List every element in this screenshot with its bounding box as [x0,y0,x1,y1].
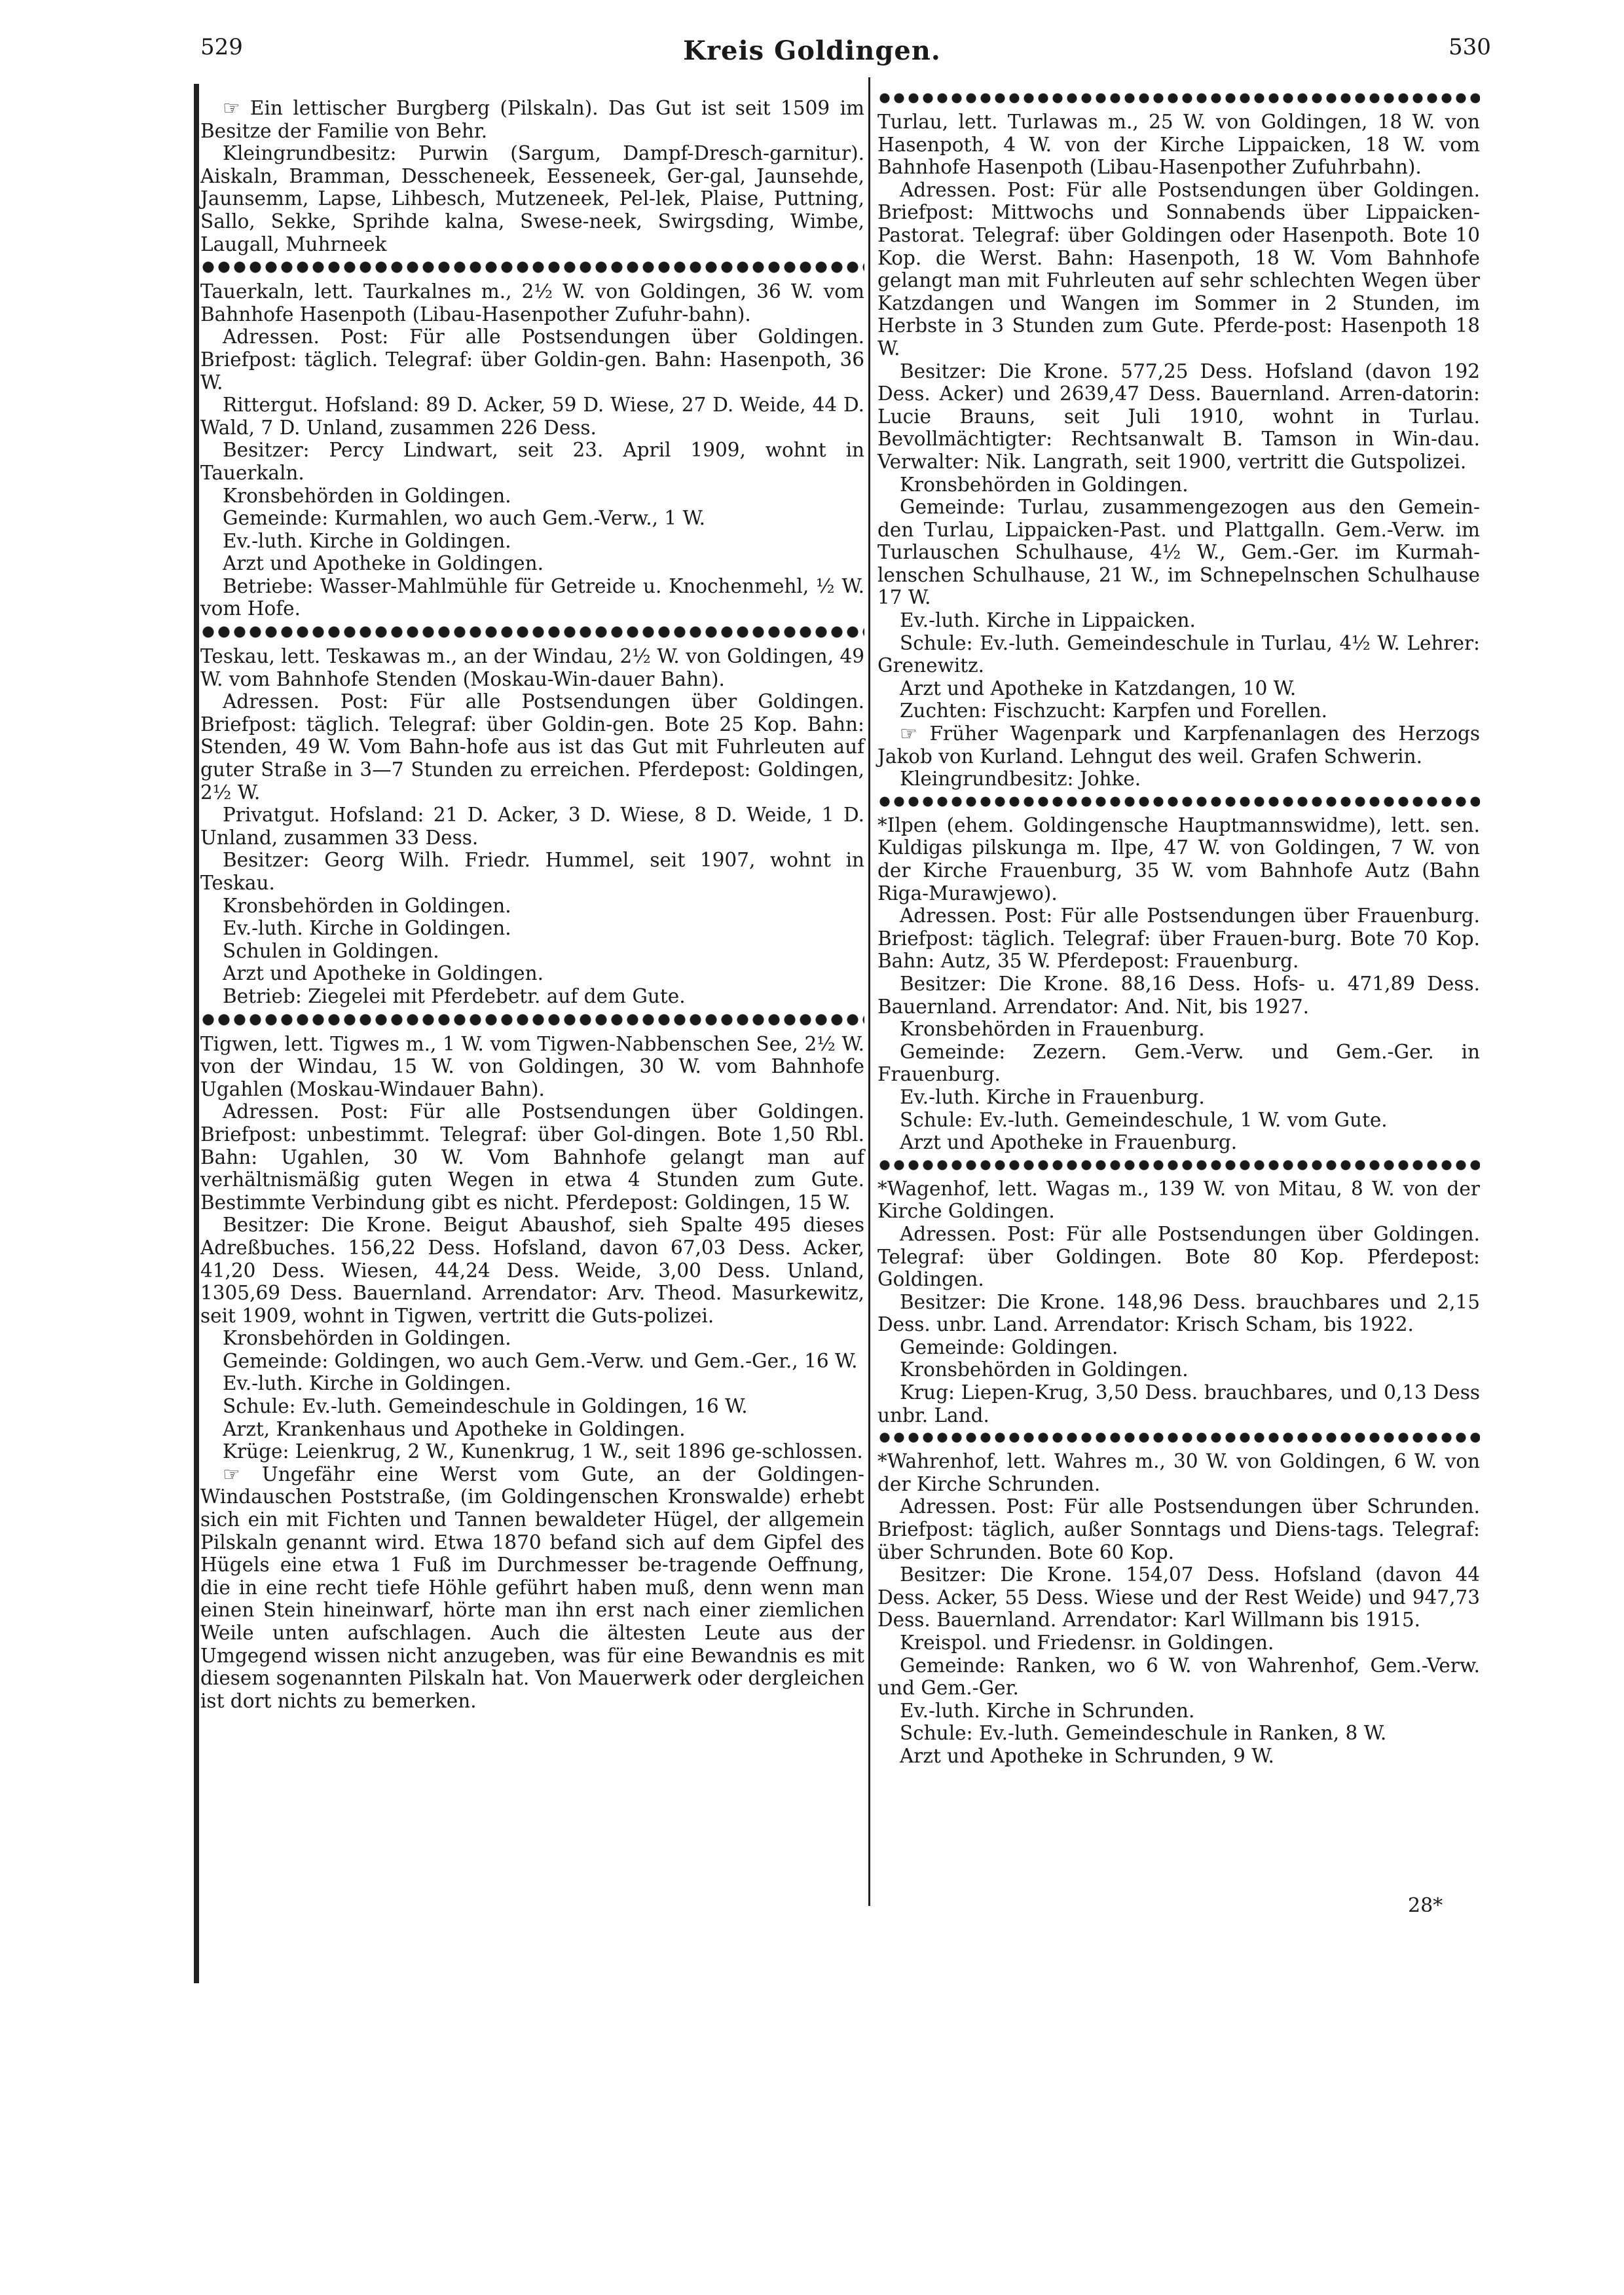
kronsbehoerden: Kronsbehörden in Frauenburg. [900,1018,1205,1041]
entry-heading: Tauerkaln, lett. Taurkalnes m., 2½ W. von Goldingen, 36 W. vom Bahnhofe Hasenpoth (Libau-Hasenpother Zufuhr-bahn). [200,280,864,326]
entry-separator [877,1158,1480,1172]
entry-tauerkaln [200,280,864,620]
kronsbehoerden: Kronsbehörden in Goldingen. [223,484,511,507]
kirche: Ev.-luth. Kirche in Lippaicken. [900,609,1196,632]
adressen: Adressen. Post: Für alle Postsendungen über Goldingen. Briefpost: unbestimmt. Telegraf: über Gol-dingen. Bote 1,50 Rbl. Bahn: Ugahlen, 30 W. Vom Bahnhofe gelangt man auf verhältnismäßig guten Wegen in etwa 4 Stunden zum Gute. Bestimmte Verbindung gibt es nicht. Pferdepost: Goldingen, 15 W. [200,1100,864,1214]
kleingrundbesitz: Kleingrundbesitz: Purwin (Sargum, Dampf-Dresch-garnitur). Aiskaln, Bramman, Desscheneek, Eesseneek, Ger-gal, Jaunsehde, Jaunsemm, Lapse, Lihbesch, Mutzeneek, Pel-lek, Plaise, Puttning, Sallo, Sekke, Sprihde kalna, Swese-neek, Swirgsding, Wimbe, Laugall, Muhrneek [200,142,864,255]
besitzer: Besitzer: Die Krone. 577,25 Dess. Hofsland (davon 192 Dess. Acker) und 2639,47 Dess. Bauernland. Arren-datorin: Lucie Brauns, seit Juli 1910, wohnt in Turlau. Bevollmächtigter: Rechtsanwalt B. Tamson in Win-dau. Verwalter: Nik. Langrath, seit 1900, vertritt die Gutspolizei. [877,360,1480,473]
kirche: Ev.-luth. Kirche in Goldingen. [223,917,511,940]
entry-heading: *Wahrenhof, lett. Wahres m., 30 W. von Goldingen, 6 W. von der Kirche Schrunden. [877,1450,1480,1495]
zuchten: Zuchten: Fischzucht: Karpfen und Forellen. [900,700,1327,722]
arzt: Arzt und Apotheke in Schrunden, 9 W. [900,1744,1274,1767]
entry-separator [200,1012,864,1028]
gemeinde: Gemeinde: Goldingen, wo auch Gem.-Verw. und Gem.-Ger., 16 W. [223,1349,858,1372]
entry-wagenhof [877,1178,1480,1427]
kronsbehoerden: Kronsbehörden in Goldingen. [223,1327,511,1350]
adressen: Adressen. Post: Für alle Postsendungen über Goldingen. Briefpost: täglich. Telegraf: über Goldin-gen. Bote 25 Kop. Bahn: Stenden, 49 W. Vom Bahn-hofe aus ist das Gut mit Fuhrleuten auf guter Straße in 3—7 Stunden zu erreichen. Pferdepost: Goldingen, 2½ W. [200,690,864,804]
note-paragraph: ☞ Ein lettischer Burgberg (Pilskaln). Das Gut ist seit 1509 im Besitze der Familie von Behr. [200,97,864,142]
kruege: Krüge: Leienkrug, 2 W., Kunenkrug, 1 W., seit 1896 ge-schlossen. [223,1440,863,1463]
adressen: Adressen. Post: Für alle Postsendungen über Goldingen. Briefpost: Mittwochs und Sonnabends über Lippaicken-Pastorat. Telegraf: über Goldingen oder Hasenpoth. Bote 10 Kop. die Werst. Bahn: Hasenpoth, 18 W. Vom Bahnhofe gelangt man mit Fuhrleuten auf sehr schlechten Wegen über Katzdangen und Wangen im Sommer in 2 Stunden, im Herbste in 3 Stunden zum Gute. Pferde-post: Hasenpoth 18 W. [877,178,1480,360]
column-rule [868,77,870,1906]
running-title: Kreis Goldingen. [683,35,941,66]
rittergut: Rittergut. Hofsland: 89 D. Acker, 59 D. Wiese, 27 D. Weide, 44 D. Wald, 7 D. Unland, zusammen 226 Dess. [200,394,864,439]
gemeinde: Gemeinde: Kurmahlen, wo auch Gem.-Verw., 1 W. [223,507,706,530]
arzt: Arzt und Apotheke in Frauenburg. [900,1131,1238,1154]
kronsbehoerden: Kronsbehörden in Goldingen. [223,894,511,917]
kronsbehoerden: Kronsbehörden in Goldingen. [900,1358,1189,1381]
adressen: Adressen. Post: Für alle Postsendungen über Frauenburg. Briefpost: täglich. Telegraf: über Frauen-burg. Bote 70 Kop. Bahn: Autz, 35 W. Pferdepost: Frauenburg. [877,905,1480,973]
entry-separator [877,1430,1480,1445]
entry-tigwen [200,1033,864,1713]
entry-separator [877,794,1480,809]
schule: Schule: Ev.-luth. Gemeindeschule in Goldingen, 16 W. [223,1395,748,1418]
arzt: Arzt und Apotheke in Katzdangen, 10 W. [900,677,1297,700]
entry-teskau [200,645,864,1008]
right-column [877,87,1480,1768]
gemeinde: Gemeinde: Zezern. Gem.-Verw. und Gem.-Ger. in Frauenburg. [877,1040,1480,1086]
besitzer: Besitzer: Georg Wilh. Friedr. Hummel, seit 1907, wohnt in Teskau. [200,849,864,894]
entry-heading: *Wagenhof, lett. Wagas m., 139 W. von Mitau, 8 W. von der Kirche Goldingen. [877,1177,1480,1223]
betrieb: Betrieb: Ziegelei mit Pferdebetr. auf dem Gute. [223,984,686,1007]
gemeinde: Gemeinde: Ranken, wo 6 W. von Wahrenhof, Gem.-Verw. und Gem.-Ger. [877,1654,1480,1700]
entry-turlau [877,111,1480,791]
betriebe: Betriebe: Wasser-Mahlmühle für Getreide u. Knochenmehl, ½ W. vom Hofe. [200,574,864,620]
arzt: Arzt, Krankenhaus und Apotheke in Goldingen. [223,1417,686,1440]
gemeinde: Gemeinde: Turlau, zusammengezogen aus den Gemein-den Turlau, Lippaicken-Past. und Plattgalln. Gem.-Verw. im Turlauschen Schulhause, 4½ W., Gem.-Ger. im Kurmah-lenschen Schulhause, 21 W., im Schnepelnschen Schulhause 17 W. [877,496,1480,609]
entry-heading: Turlau, lett. Turlawas m., 25 W. von Goldingen, 18 W. von Hasenpoth, 4 W. von der Kirche Lippaicken, 18 W. vom Bahnhofe Hasenpoth (Libau-Hasenpother Zufuhrbahn). [877,111,1480,179]
arzt: Arzt und Apotheke in Goldingen. [223,552,544,575]
kreispolizei: Kreispol. und Friedensr. in Goldingen. [900,1632,1274,1654]
entry-separator [877,91,1480,105]
kirche: Ev.-luth. Kirche in Goldingen. [223,529,511,552]
schule: Schule: Ev.-luth. Gemeindeschule in Ranken, 8 W. [900,1722,1387,1745]
arzt: Arzt und Apotheke in Goldingen. [223,962,544,985]
entry-separator [200,259,864,275]
adressen: Adressen. Post: Für alle Postsendungen über Goldingen. Telegraf: über Goldingen. Bote 80 Kop. Pferdepost: Goldingen. [877,1222,1480,1291]
entry-wahrenhof [877,1450,1480,1767]
schule: Schule: Ev.-luth. Gemeindeschule, 1 W. vom Gute. [900,1108,1388,1131]
entry-ilpen [877,814,1480,1154]
schule: Schule: Ev.-luth. Gemeindeschule in Turlau, 4½ W. Lehrer: Grenewitz. [877,631,1480,677]
schulen: Schulen in Goldingen. [223,939,439,962]
kronsbehoerden: Kronsbehörden in Goldingen. [900,473,1189,496]
besitzer: Besitzer: Die Krone. 154,07 Dess. Hofsland (davon 44 Dess. Acker, 55 Dess. Wiese und der Rest Weide) und 947,73 Dess. Bauernland. Arrendator: Karl Willmann bis 1915. [877,1563,1480,1632]
note-paragraph: ☞ Ungefähr eine Werst vom Gute, an der Goldingen-Windauschen Poststraße, (im Goldingenschen Kronswalde) erhebt sich ein mit Fichten und Tannen bewaldeter Hügel, der allgemein Pilskaln genannt wird. Etwa 1870 befand sich auf dem Gipfel des Hügels eine etwa 1 Fuß im Durchmesser be-tragende Oeffnung, die in eine recht tiefe Höhle geführt haben muß, denn wenn man einen Stein hineinwarf, hörte man ihn erst nach einer ziemlichen Weile unten aufschlagen. Auch die ältesten Leute aus der Umgegend wissen nicht anzugeben, was für eine Bewandnis es mit diesem sogenannten Pilskaln hat. Von Mauerwerk oder dergleichen ist dort nichts zu bemerken. [200,1463,864,1712]
entry-heading: Teskau, lett. Teskawas m., an der Windau, 2½ W. von Goldingen, 49 W. vom Bahnhofe Stenden (Moskau-Win-dauer Bahn). [200,645,864,690]
besitzer: Besitzer: Die Krone. Beigut Abaushof, sieh Spalte 495 dieses Adreßbuches. 156,22 Dess. Hofsland, davon 67,03 Dess. Acker, 41,20 Dess. Wiesen, 44,24 Dess. Weide, 3,00 Dess. Unland, 1305,69 Dess. Bauernland. Arrendator: Arv. Theod. Masurkewitz, seit 1909, wohnt in Tigwen, vertritt die Guts-polizei. [200,1214,864,1327]
note-paragraph: ☞ Früher Wagenpark und Karpfenanlagen des Herzogs Jakob von Kurland. Lehngut des weil. Grafen Schwerin. [877,722,1480,768]
page-number-left: 529 [200,34,243,60]
kleingrundbesitz: Kleingrundbesitz: Johke. [900,768,1141,791]
entry-heading: Tigwen, lett. Tigwes m., 1 W. vom Tigwen-Nabbenschen See, 2½ W. von der Windau, 15 W. von Goldingen, 30 W. vom Bahnhofe Ugahlen (Moskau-Windauer Bahn). [200,1032,864,1100]
besitzer: Besitzer: Die Krone. 88,16 Dess. Hofs- u. 471,89 Dess. Bauernland. Arrendator: And. Nit, bis 1927. [877,972,1480,1018]
left-column [200,97,864,1712]
entry-separator [200,624,864,640]
kirche: Ev.-luth. Kirche in Goldingen. [223,1372,511,1395]
besitzer: Besitzer: Die Krone. 148,96 Dess. brauchbares und 2,15 Dess. unbr. Land. Arrendator: Krisch Scham, bis 1922. [877,1290,1480,1336]
adressen: Adressen. Post: Für alle Postsendungen über Goldingen. Briefpost: täglich. Telegraf: über Goldin-gen. Bahn: Hasenpoth, 36 W. [200,326,864,394]
page-number-right: 530 [1449,34,1491,60]
intro-entry [200,97,864,255]
entry-heading: *Ilpen (ehem. Goldingensche Hauptmannswidme), lett. sen. Kuldigas pilskunga m. Ilpe, 47 W. von Goldingen, 7 W. von der Kirche Frauenburg, 35 W. vom Bahnhofe Autz (Bahn Riga-Murawjewo). [877,813,1480,905]
krug: Krug: Liepen-Krug, 3,50 Dess. brauchbares, und 0,13 Dess unbr. Land. [877,1381,1480,1427]
kirche: Ev.-luth. Kirche in Frauenburg. [900,1085,1205,1108]
kirche: Ev.-luth. Kirche in Schrunden. [900,1699,1195,1722]
adressen: Adressen. Post: Für alle Postsendungen über Schrunden. Briefpost: täglich, außer Sonntags und Diens-tags. Telegraf: über Schrunden. Bote 60 Kop. [877,1495,1480,1563]
gemeinde: Gemeinde: Goldingen. [900,1335,1118,1358]
besitzer: Besitzer: Percy Lindwart, seit 23. April 1909, wohnt in Tauerkaln. [200,439,864,484]
printer-signature: 28* [1408,1894,1443,1917]
left-edge-bar [194,84,199,1983]
privatgut: Privatgut. Hofsland: 21 D. Acker, 3 D. Wiese, 8 D. Weide, 1 D. Unland, zusammen 33 Dess. [200,804,864,849]
